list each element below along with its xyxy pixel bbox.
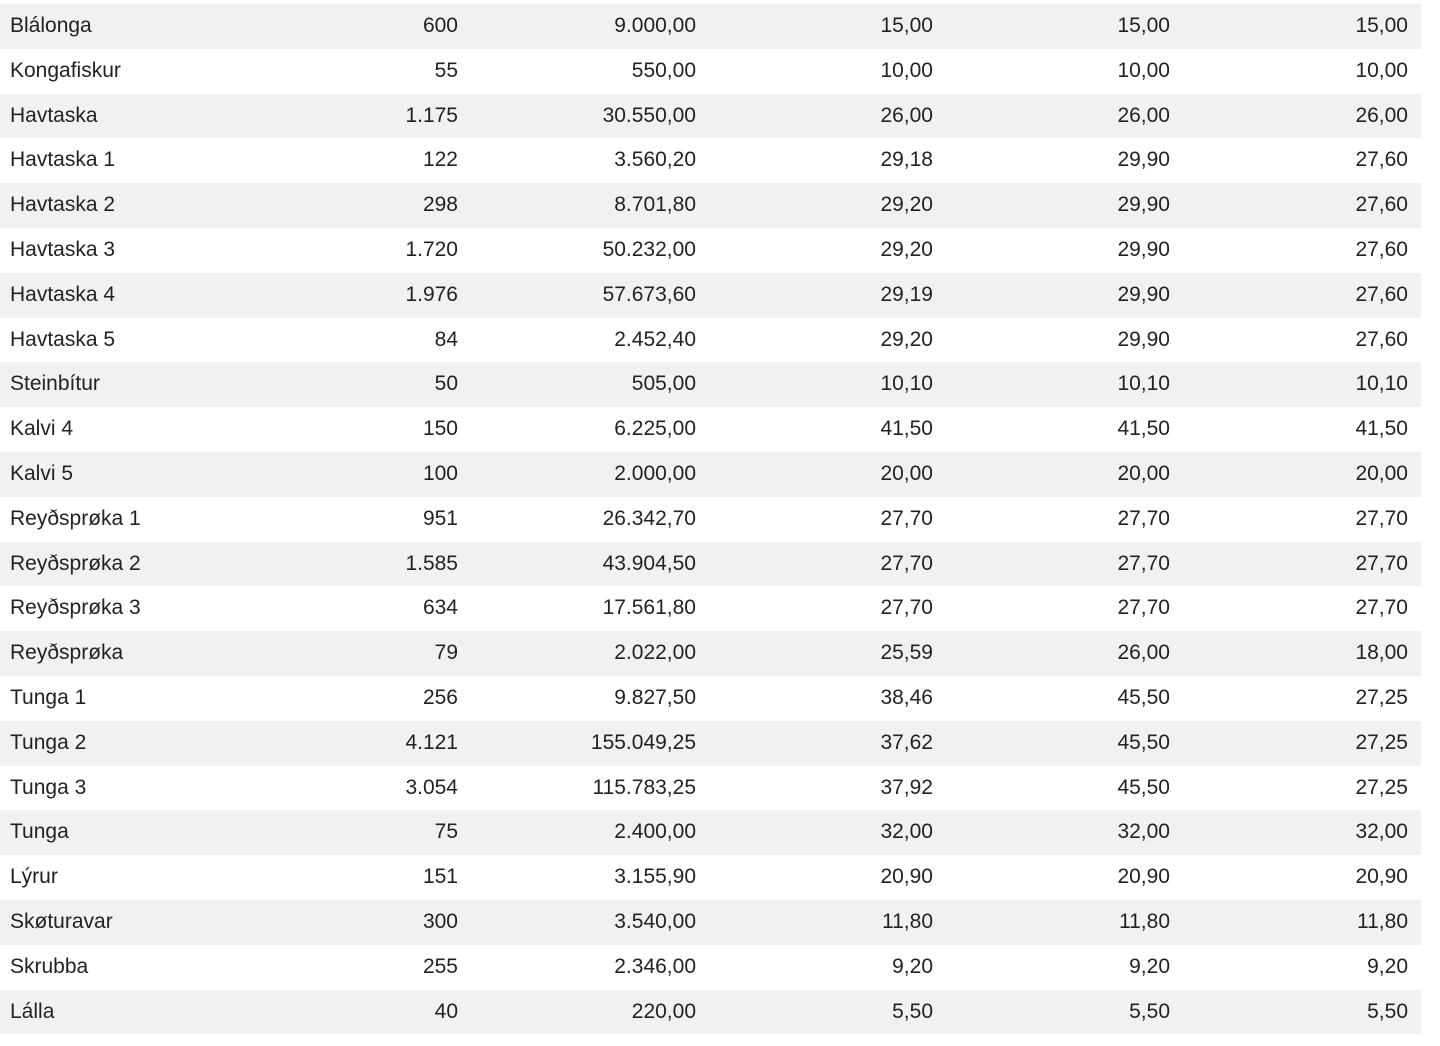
total-value-cell: 9.827,50 — [614, 685, 696, 709]
species-name-cell: Havtaska 1 — [10, 148, 116, 172]
table-row — [0, 452, 1421, 497]
quantity-cell: 100 — [422, 461, 458, 485]
table-row — [0, 855, 1421, 900]
min-price-cell: 5,50 — [1367, 999, 1408, 1023]
quantity-cell: 951 — [422, 506, 458, 530]
table-row — [0, 273, 1421, 318]
total-value-cell: 6.225,00 — [614, 417, 696, 441]
quantity-cell: 50 — [434, 372, 458, 396]
min-price-cell: 41,50 — [1355, 417, 1408, 441]
max-price-cell: 5,50 — [1129, 999, 1170, 1023]
max-price-cell: 32,00 — [1117, 820, 1170, 844]
species-name-cell: Skrubba — [10, 954, 89, 978]
species-name-cell: Kalvi 4 — [10, 417, 74, 441]
min-price-cell: 27,25 — [1355, 685, 1408, 709]
min-price-cell: 27,70 — [1355, 506, 1408, 530]
species-name-cell: Havtaska 3 — [10, 237, 116, 261]
min-price-cell: 27,60 — [1355, 282, 1408, 306]
table-row — [0, 497, 1421, 542]
total-value-cell: 2.400,00 — [614, 820, 696, 844]
max-price-cell: 29,90 — [1117, 193, 1170, 217]
total-value-cell: 2.000,00 — [614, 461, 696, 485]
min-price-cell: 27,60 — [1355, 327, 1408, 351]
quantity-cell: 151 — [422, 865, 458, 889]
price-table — [0, 4, 1421, 1034]
max-price-cell: 45,50 — [1117, 775, 1170, 799]
table-row — [0, 4, 1421, 49]
table-row — [0, 810, 1421, 855]
species-name-cell: Steinbítur — [10, 372, 100, 396]
total-value-cell: 550,00 — [631, 58, 696, 82]
quantity-cell: 1.175 — [405, 103, 458, 127]
average-price-cell: 27,70 — [880, 551, 933, 575]
table-row — [0, 49, 1421, 94]
max-price-cell: 29,90 — [1117, 282, 1170, 306]
min-price-cell: 9,20 — [1367, 954, 1408, 978]
average-price-cell: 11,80 — [882, 909, 933, 933]
quantity-cell: 256 — [422, 685, 458, 709]
species-name-cell: Reyðsprøka 2 — [10, 551, 141, 575]
species-name-cell: Havtaska 5 — [10, 327, 116, 351]
average-price-cell: 27,70 — [880, 596, 933, 620]
average-price-cell: 10,00 — [880, 58, 933, 82]
min-price-cell: 27,60 — [1355, 237, 1408, 261]
max-price-cell: 10,10 — [1117, 372, 1170, 396]
max-price-cell: 29,90 — [1117, 237, 1170, 261]
species-name-cell: Havtaska — [10, 103, 98, 127]
quantity-cell: 3.054 — [405, 775, 458, 799]
average-price-cell: 29,19 — [880, 282, 933, 306]
total-value-cell: 30.550,00 — [602, 103, 696, 127]
min-price-cell: 27,60 — [1355, 148, 1408, 172]
average-price-cell: 37,62 — [880, 730, 933, 754]
max-price-cell: 29,90 — [1117, 148, 1170, 172]
total-value-cell: 155.049,25 — [590, 730, 696, 754]
average-price-cell: 29,20 — [880, 327, 933, 351]
species-name-cell: Kongafiskur — [10, 58, 121, 82]
min-price-cell: 11,80 — [1357, 909, 1408, 933]
average-price-cell: 25,59 — [880, 641, 933, 665]
min-price-cell: 10,10 — [1355, 372, 1408, 396]
total-value-cell: 8.701,80 — [614, 193, 696, 217]
table-row — [0, 721, 1421, 766]
max-price-cell: 26,00 — [1117, 103, 1170, 127]
table-row — [0, 183, 1421, 228]
min-price-cell: 32,00 — [1355, 820, 1408, 844]
average-price-cell: 38,46 — [880, 685, 933, 709]
quantity-cell: 1.585 — [405, 551, 458, 575]
quantity-cell: 122 — [422, 148, 458, 172]
species-name-cell: Reyðsprøka — [10, 641, 124, 665]
total-value-cell: 50.232,00 — [602, 237, 696, 261]
average-price-cell: 10,10 — [880, 372, 933, 396]
total-value-cell: 3.540,00 — [614, 909, 696, 933]
quantity-cell: 79 — [434, 641, 458, 665]
max-price-cell: 27,70 — [1117, 506, 1170, 530]
table-row — [0, 945, 1421, 990]
min-price-cell: 27,60 — [1355, 193, 1408, 217]
min-price-cell: 20,00 — [1355, 461, 1408, 485]
max-price-cell: 15,00 — [1117, 14, 1170, 37]
species-name-cell: Tunga 2 — [10, 730, 87, 754]
max-price-cell: 9,20 — [1129, 954, 1170, 978]
table-row — [0, 318, 1421, 363]
table-row — [0, 362, 1421, 407]
quantity-cell: 4.121 — [405, 730, 458, 754]
species-name-cell: Tunga 1 — [10, 685, 87, 709]
min-price-cell: 18,00 — [1355, 641, 1408, 665]
average-price-cell: 20,00 — [880, 461, 933, 485]
max-price-cell: 26,00 — [1117, 641, 1170, 665]
average-price-cell: 9,20 — [892, 954, 933, 978]
min-price-cell: 26,00 — [1355, 103, 1408, 127]
quantity-cell: 1.976 — [405, 282, 458, 306]
total-value-cell: 2.346,00 — [614, 954, 696, 978]
min-price-cell: 15,00 — [1355, 14, 1408, 37]
average-price-cell: 41,50 — [880, 417, 933, 441]
species-name-cell: Reyðsprøka 3 — [10, 596, 141, 620]
total-value-cell: 505,00 — [631, 372, 696, 396]
total-value-cell: 26.342,70 — [602, 506, 696, 530]
species-name-cell: Skøturavar — [10, 909, 113, 933]
max-price-cell: 29,90 — [1117, 327, 1170, 351]
min-price-cell: 27,25 — [1355, 775, 1408, 799]
table-row — [0, 228, 1421, 273]
quantity-cell: 150 — [422, 417, 458, 441]
average-price-cell: 15,00 — [880, 14, 933, 37]
quantity-cell: 84 — [434, 327, 458, 351]
total-value-cell: 17.561,80 — [602, 596, 696, 620]
max-price-cell: 41,50 — [1117, 417, 1170, 441]
max-price-cell: 20,90 — [1117, 865, 1170, 889]
max-price-cell: 20,00 — [1117, 461, 1170, 485]
average-price-cell: 29,20 — [880, 193, 933, 217]
max-price-cell: 27,70 — [1117, 596, 1170, 620]
total-value-cell: 43.904,50 — [602, 551, 696, 575]
min-price-cell: 27,70 — [1355, 551, 1408, 575]
quantity-cell: 300 — [422, 909, 458, 933]
species-name-cell: Lýrur — [10, 865, 58, 889]
min-price-cell: 27,25 — [1355, 730, 1408, 754]
quantity-cell: 600 — [422, 14, 458, 37]
average-price-cell: 32,00 — [880, 820, 933, 844]
min-price-cell: 20,90 — [1355, 865, 1408, 889]
max-price-cell: 10,00 — [1117, 58, 1170, 82]
table-row — [0, 138, 1421, 183]
total-value-cell: 3.560,20 — [614, 148, 696, 172]
min-price-cell: 27,70 — [1355, 596, 1408, 620]
quantity-cell: 634 — [422, 596, 458, 620]
min-price-cell: 10,00 — [1355, 58, 1408, 82]
quantity-cell: 75 — [434, 820, 458, 844]
total-value-cell: 115.783,25 — [592, 775, 696, 799]
total-value-cell: 57.673,60 — [602, 282, 696, 306]
table-row — [0, 676, 1421, 721]
average-price-cell: 5,50 — [892, 999, 933, 1023]
table-row — [0, 542, 1421, 587]
quantity-cell: 298 — [422, 193, 458, 217]
quantity-cell: 40 — [434, 999, 458, 1023]
total-value-cell: 2.452,40 — [614, 327, 696, 351]
table-row — [0, 586, 1421, 631]
quantity-cell: 1.720 — [405, 237, 458, 261]
max-price-cell: 45,50 — [1117, 685, 1170, 709]
max-price-cell: 27,70 — [1117, 551, 1170, 575]
max-price-cell: 45,50 — [1117, 730, 1170, 754]
average-price-cell: 27,70 — [880, 506, 933, 530]
quantity-cell: 55 — [434, 58, 458, 82]
average-price-cell: 37,92 — [880, 775, 933, 799]
species-name-cell: Havtaska 4 — [10, 282, 116, 306]
table-row — [0, 766, 1421, 811]
species-name-cell: Havtaska 2 — [10, 193, 116, 217]
quantity-cell: 255 — [422, 954, 458, 978]
table-row — [0, 407, 1421, 452]
table-row — [0, 631, 1421, 676]
species-name-cell: Reyðsprøka 1 — [10, 506, 141, 530]
table-row — [0, 900, 1421, 945]
average-price-cell: 29,20 — [880, 237, 933, 261]
average-price-cell: 26,00 — [880, 103, 933, 127]
average-price-cell: 20,90 — [880, 865, 933, 889]
total-value-cell: 220,00 — [631, 999, 696, 1023]
species-name-cell: Kalvi 5 — [10, 461, 74, 485]
total-value-cell: 3.155,90 — [614, 865, 696, 889]
total-value-cell: 9.000,00 — [614, 14, 696, 37]
total-value-cell: 2.022,00 — [614, 641, 696, 665]
species-name-cell: Blálonga — [10, 14, 92, 37]
species-name-cell: Tunga 3 — [10, 775, 87, 799]
table-row — [0, 94, 1421, 139]
table-row — [0, 990, 1421, 1035]
species-name-cell: Lálla — [10, 999, 55, 1023]
species-name-cell: Tunga — [10, 820, 69, 844]
max-price-cell: 11,80 — [1119, 909, 1170, 933]
average-price-cell: 29,18 — [880, 148, 933, 172]
